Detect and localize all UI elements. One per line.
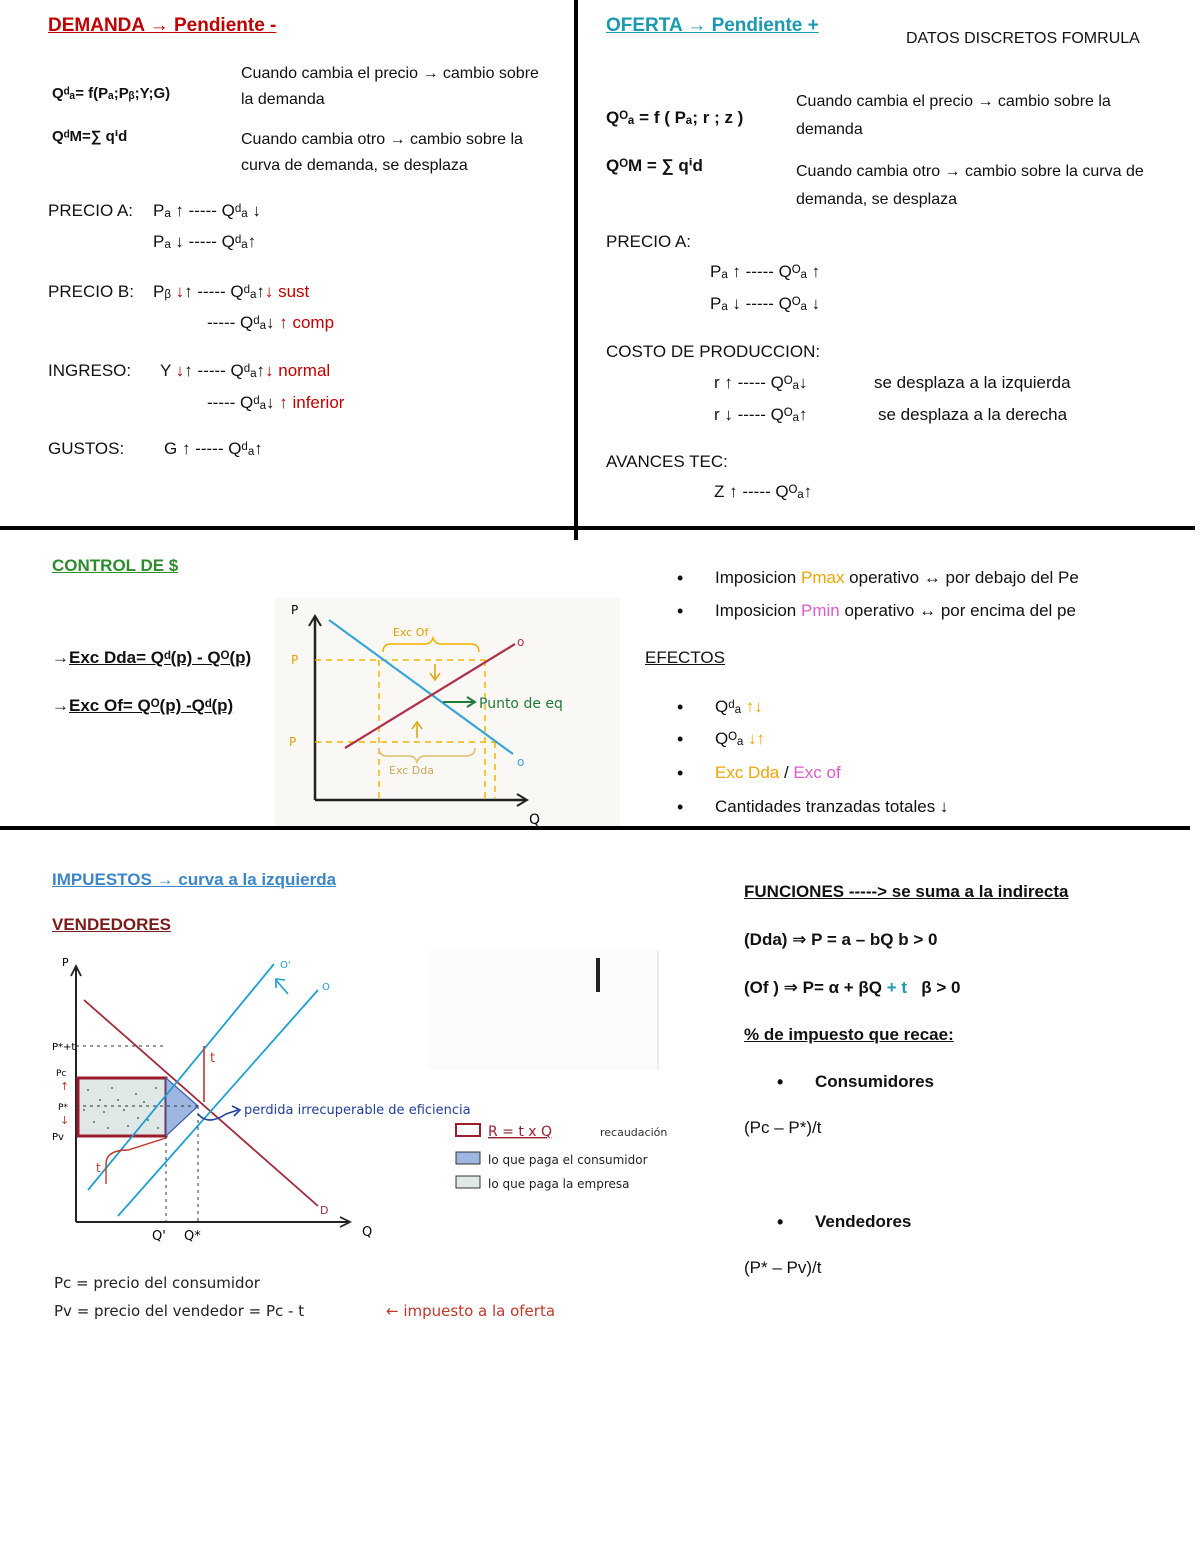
demanda-formula-2: QᵈM=∑ qⁱd <box>52 128 128 145</box>
control-graph <box>275 598 620 826</box>
oferta-precio-a-1: Pₐ ↑ ----- Qᴼₐ ↑ <box>710 262 821 281</box>
oferta-costo-2b: se desplaza a la derecha <box>878 405 1068 424</box>
funciones-pct-label: % de impuesto que recae: <box>744 1025 954 1044</box>
tax-graph-q-label: Q <box>362 1225 373 1240</box>
demanda-precio-a-label: PRECIO A: <box>48 201 134 220</box>
oferta-costo-1: r ↑ ----- Qᴼₐ↓ <box>714 373 808 392</box>
demanda-title: DEMANDA → Pendiente - <box>48 15 277 36</box>
demanda-precio-b-1: Pᵦ ↓↑ ----- Qᵈₐ↑↓ sust <box>153 282 310 301</box>
control-exc-dda: →Exc Dda= Qᵈ(p) - Qᴼ(p) <box>52 648 252 667</box>
control-graph-o-label: o <box>517 635 525 649</box>
funciones-cons-formula: (Pc – P*)/t <box>744 1118 822 1137</box>
divider-vertical <box>574 0 578 540</box>
funciones-vendedores: • Vendedores <box>815 1212 911 1232</box>
control-efecto-exc: • Exc Dda / Exc of <box>715 763 841 783</box>
svg-text:P: P <box>291 653 299 667</box>
control-graph-q-label: Q <box>529 812 541 826</box>
demanda-formula-1: Qᵈₐ= f(Pₐ;Pᵦ;Y;G) <box>52 85 171 102</box>
divider-horizontal-1 <box>0 526 1195 530</box>
control-graph-d-label: o <box>517 755 525 769</box>
tax-graph-perdida <box>244 1103 471 1118</box>
control-graph-exc-dda-label: Exc Dda <box>389 764 435 777</box>
tax-legend-emp: lo que paga la empresa <box>488 1177 630 1191</box>
tax-graph-q1-label: Q' <box>152 1229 166 1244</box>
control-title: CONTROL DE $ <box>52 556 179 575</box>
control-bullet-pmin: • Imposicion Pmin operativo ↔ por encima del pe <box>715 601 1076 621</box>
tax-graph <box>48 950 698 1340</box>
oferta-title: OFERTA → Pendiente + <box>606 15 819 36</box>
demanda-ingreso-label: INGRESO: <box>48 361 132 380</box>
oferta-desc-2: Cuando cambia otro → cambio sobre la curva de demanda, se desplaza <box>796 163 1144 208</box>
control-efecto-qo: • Qᴼₐ ↓↑ <box>715 729 765 749</box>
svg-text:t: t <box>96 1161 101 1175</box>
demanda-ingreso-1: Y ↓↑ ----- Qᵈₐ↑↓ normal <box>160 361 331 380</box>
funciones-vend-formula: (P* – Pv)/t <box>744 1258 822 1277</box>
oferta-desc-1: Cuando cambia el precio → cambio sobre la demanda <box>796 93 1111 138</box>
demanda-precio-a-2: Pₐ ↓ ----- Qᵈₐ↑ <box>153 232 257 251</box>
control-efecto-cantidades: • Cantidades tranzadas totales ↓ <box>715 797 948 817</box>
demanda-gustos-1: G ↑ ----- Qᵈₐ↑ <box>164 439 263 458</box>
funciones-of: (Of ) ⇒ P= α + βQ + t β > 0 <box>744 978 961 997</box>
tax-graph-perdida-text: perdida irrecuperable de eficiencia <box>244 1103 471 1118</box>
tax-pv-def: Pv = precio del vendedor = Pc - t <box>54 1302 305 1320</box>
tax-graph-qstar-label: Q* <box>184 1229 201 1244</box>
control-bullet-pmax: • Imposicion Pmax operativo ↔ por debajo del Pe <box>715 568 1079 588</box>
funciones-dda: (Dda) ⇒ P = a – bQ b > 0 <box>744 930 938 949</box>
demanda-desc-2: Cuando cambia otro → cambio sobre la curva de demanda, se desplaza <box>241 131 523 174</box>
oferta-precio-a-label: PRECIO A: <box>606 232 692 251</box>
tax-graph-o-label: O <box>322 982 330 993</box>
demanda-ingreso-2: ----- Qᵈₐ↓ ↑ inferior <box>207 393 345 412</box>
control-graph-p-label: P <box>291 603 299 617</box>
svg-text:↑: ↑ <box>60 1080 70 1093</box>
vendedores-title: VENDEDORES <box>52 915 172 934</box>
oferta-avances-1: Z ↑ ----- Qᴼₐ↑ <box>714 482 813 501</box>
funciones-consumidores: • Consumidores <box>815 1072 934 1092</box>
tax-impuesto-note: ← impuesto a la oferta <box>386 1302 556 1320</box>
control-graph-eq-label: Punto de eq <box>479 696 563 712</box>
tax-graph-pv-label: Pv <box>52 1132 64 1143</box>
tax-graph-o2-label: O' <box>280 960 291 971</box>
tax-legend-r-note: recaudación <box>600 1126 668 1139</box>
tax-graph-t-label: t <box>210 1051 216 1066</box>
funciones-title: FUNCIONES -----> se suma a la indirecta <box>744 882 1069 901</box>
oferta-precio-a-2: Pₐ ↓ ----- Qᴼₐ ↓ <box>710 294 821 313</box>
control-efecto-qd: • Qᵈₐ ↑↓ <box>715 697 763 717</box>
svg-text:P: P <box>289 735 297 749</box>
control-efectos-label: EFECTOS <box>645 648 725 667</box>
demanda-precio-a-1: Pₐ ↑ ----- Qᵈₐ ↓ <box>153 201 261 220</box>
tax-graph-pt-label: P*+t <box>52 1042 76 1053</box>
oferta-formula-2: QᴼM = ∑ qⁱd <box>606 156 703 175</box>
oferta-costo-label: COSTO DE PRODUCCION: <box>606 342 821 361</box>
tax-graph-pstar-label: P* <box>58 1103 68 1113</box>
oferta-avances-label: AVANCES TEC: <box>606 452 728 471</box>
divider-horizontal-2 <box>0 826 1190 830</box>
oferta-costo-1b: se desplaza a la izquierda <box>874 373 1071 392</box>
demanda-gustos-label: GUSTOS: <box>48 439 125 458</box>
oferta-costo-2: r ↓ ----- Qᴼₐ↑ <box>714 405 808 424</box>
demanda-desc-1: Cuando cambia el precio → cambio sobre la demanda <box>241 65 539 108</box>
oferta-formula-1: Qᴼₐ = f ( Pₐ; r ; z ) <box>606 108 744 127</box>
tax-graph-d-label: D <box>320 1204 329 1217</box>
tax-revenue-rect <box>78 1078 166 1136</box>
tax-legend-cons: lo que paga el consumidor <box>488 1153 648 1167</box>
oferta-note: DATOS DISCRETOS FOMRULA <box>906 30 1140 47</box>
tax-pc-def: Pc = precio del consumidor <box>54 1274 260 1292</box>
impuestos-title: IMPUESTOS → curva a la izquierda <box>52 870 337 889</box>
tax-graph-pc-label: Pc <box>56 1069 67 1079</box>
demanda-precio-b-2: ----- Qᵈₐ↓ ↑ comp <box>207 313 335 332</box>
tax-legend-emp-swatch <box>456 1176 480 1188</box>
tax-graph-p-label: P <box>62 956 69 969</box>
tax-legend-cons-swatch <box>456 1152 480 1164</box>
tax-legend-r: R = t x Q <box>488 1124 553 1140</box>
control-exc-of: →Exc Of= Qᴼ(p) -Qᵈ(p) <box>52 696 234 715</box>
demanda-precio-b-label: PRECIO B: <box>48 282 134 301</box>
svg-text:↓: ↓ <box>60 1114 70 1127</box>
control-graph-exc-of-label: Exc Of <box>393 626 429 639</box>
